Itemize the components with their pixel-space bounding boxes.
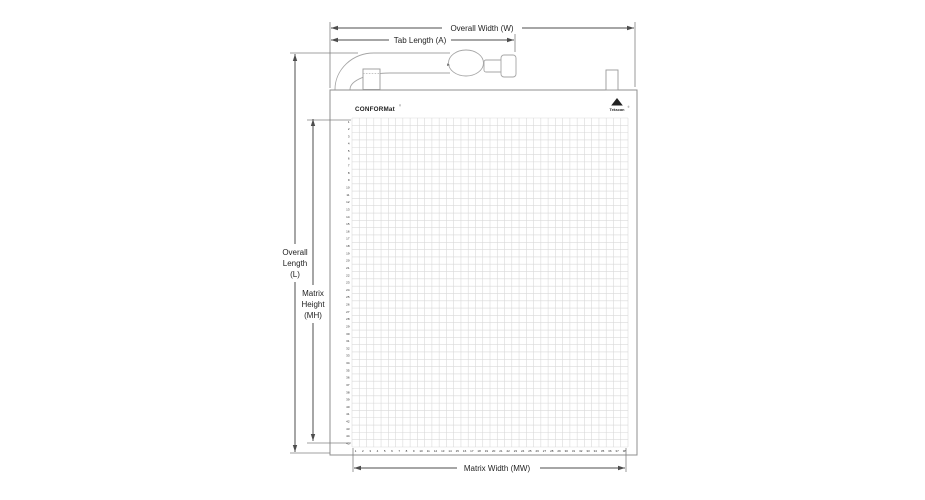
grid-col-label: 31 bbox=[571, 449, 576, 453]
grid-row-label: 8 bbox=[347, 170, 350, 175]
grid-col-label: 4 bbox=[376, 449, 379, 453]
grid-col-label: 17 bbox=[470, 449, 474, 453]
grid-row-label: 40 bbox=[346, 404, 350, 409]
grid-col-label: 13 bbox=[441, 449, 445, 453]
tab-length-label: Tab Length (A) bbox=[393, 36, 447, 45]
matrix-height-label-line2: Height bbox=[301, 300, 325, 309]
grid-row-label: 13 bbox=[346, 207, 350, 212]
grid-row-label: 21 bbox=[346, 265, 350, 270]
grid-col-label: 12 bbox=[433, 449, 438, 453]
grid-row-label: 15 bbox=[346, 222, 350, 227]
arrowhead-left bbox=[331, 26, 338, 30]
grid-col-label: 33 bbox=[586, 449, 590, 453]
grid-col-label: 29 bbox=[557, 449, 561, 453]
left-post bbox=[363, 69, 380, 90]
arrowhead-right bbox=[618, 466, 625, 470]
arrowhead-left bbox=[354, 466, 361, 470]
arrowhead-left bbox=[331, 38, 338, 42]
grid-col-label: 34 bbox=[593, 449, 597, 453]
grid-row-label: 14 bbox=[346, 214, 350, 219]
grid-col-label: 36 bbox=[608, 449, 612, 453]
grid-row-label: 36 bbox=[346, 375, 350, 380]
grid-row-label: 29 bbox=[346, 324, 350, 329]
grid-row-label: 9 bbox=[347, 178, 350, 183]
grid-row-label: 11 bbox=[346, 192, 350, 197]
grid-row-label: 16 bbox=[346, 229, 350, 234]
grid-col-label: 37 bbox=[615, 449, 619, 453]
dimension-overall-width bbox=[331, 24, 634, 33]
matrix-width-label: Matrix Width (MW) bbox=[463, 464, 531, 473]
grid-row-label: 27 bbox=[346, 309, 350, 314]
grid-row-label: 22 bbox=[346, 273, 350, 278]
grid-col-label: 28 bbox=[550, 449, 554, 453]
brand-reg-mark: ® bbox=[627, 105, 630, 109]
grid-row-label: 18 bbox=[346, 244, 350, 249]
grid-row-label: 26 bbox=[346, 302, 350, 307]
grid-col-label: 19 bbox=[484, 449, 489, 453]
overall-length-label-line1: Overall bbox=[282, 248, 308, 257]
grid-row-label: 42 bbox=[346, 419, 350, 424]
grid-row-label: 24 bbox=[346, 287, 350, 292]
grid-col-label: 1 bbox=[354, 449, 357, 453]
grid-col-label: 24 bbox=[521, 449, 525, 453]
grid-row-label: 34 bbox=[346, 361, 350, 366]
grid-col-label: 10 bbox=[419, 449, 423, 453]
grid-row-label: 39 bbox=[346, 397, 350, 402]
grid-col-label: 35 bbox=[600, 449, 605, 453]
grid-row-label: 30 bbox=[346, 331, 350, 336]
grid-col-label: 8 bbox=[405, 449, 408, 453]
grid-row-label: 5 bbox=[347, 149, 350, 153]
grid-row-label: 44 bbox=[346, 434, 350, 439]
sensor-mat bbox=[330, 90, 637, 455]
grid-row-label: 25 bbox=[346, 295, 350, 300]
brand-name: Tekscan bbox=[609, 108, 625, 112]
grid-row-label: 7 bbox=[347, 163, 350, 168]
arrowhead-right bbox=[507, 38, 514, 42]
dimension-matrix-width bbox=[354, 464, 625, 473]
overall-length-label-line2: Length bbox=[282, 259, 308, 268]
overall-width-label: Overall Width (W) bbox=[450, 24, 514, 33]
grid-row-label: 19 bbox=[346, 251, 350, 256]
grid-col-label: 32 bbox=[579, 449, 583, 453]
grid-col-label: 7 bbox=[398, 449, 401, 453]
grid-col-label: 38 bbox=[622, 449, 627, 453]
grid-row-label: 1 bbox=[347, 119, 350, 124]
grid-col-label: 25 bbox=[528, 449, 532, 453]
grid-col-label: 21 bbox=[499, 449, 503, 453]
grid-col-label: 30 bbox=[564, 449, 568, 453]
grid-col-label: 9 bbox=[412, 449, 415, 453]
grid-row-label: 6 bbox=[347, 156, 350, 161]
grid-col-label: 11 bbox=[426, 449, 430, 453]
grid-row-label: 4 bbox=[347, 141, 350, 146]
product-reg-mark: ® bbox=[399, 103, 402, 108]
grid-col-label: 20 bbox=[491, 449, 496, 453]
grid-col-label: 2 bbox=[362, 449, 364, 453]
grid-row-label: 20 bbox=[346, 258, 350, 263]
grid-row-label: 2 bbox=[347, 127, 350, 132]
grid-col-label: 14 bbox=[448, 449, 452, 453]
grid-row-label: 33 bbox=[346, 353, 350, 358]
grid-row-label: 23 bbox=[346, 280, 350, 285]
arrowhead-right bbox=[627, 26, 634, 30]
dimension-tab-length bbox=[331, 36, 514, 45]
connector-tab bbox=[335, 50, 618, 90]
arrowhead-up bbox=[293, 54, 297, 61]
grid-col-label: 6 bbox=[391, 449, 393, 453]
grid-row-label: 41 bbox=[346, 412, 350, 417]
grid-row-label: 3 bbox=[347, 134, 350, 139]
connector-end-cap bbox=[501, 55, 516, 77]
mat-outline bbox=[330, 90, 637, 455]
product-label: CONFORMat bbox=[355, 106, 395, 113]
grid-col-label: 27 bbox=[542, 449, 547, 453]
grid-col-label: 5 bbox=[383, 449, 386, 453]
grid-row-label: 12 bbox=[346, 200, 350, 205]
grid-row-label: 31 bbox=[346, 339, 350, 344]
grid-row-label: 45 bbox=[346, 441, 350, 446]
grid-row-label: 38 bbox=[346, 390, 350, 395]
grid-col-label: 3 bbox=[369, 449, 371, 453]
arrowhead-down bbox=[311, 434, 315, 441]
grid-col-label: 23 bbox=[513, 449, 518, 453]
connector-bulge bbox=[449, 50, 484, 76]
dimension-matrix-height bbox=[301, 119, 325, 441]
grid-row-label: 35 bbox=[346, 368, 350, 373]
grid-col-label: 16 bbox=[462, 449, 467, 453]
dimension-overall-length bbox=[282, 54, 308, 452]
matrix-height-label-line3: (MH) bbox=[304, 311, 322, 320]
grid-col-label: 18 bbox=[477, 449, 481, 453]
arrowhead-down bbox=[293, 445, 297, 452]
matrix-height-label-line1: Matrix bbox=[302, 289, 324, 298]
right-post bbox=[606, 70, 618, 90]
connector-mark: h bbox=[447, 62, 450, 67]
grid-col-label: 15 bbox=[455, 449, 459, 453]
grid-col-label: 22 bbox=[506, 449, 510, 453]
grid-row-label: 10 bbox=[346, 185, 350, 190]
grid-row-label: 17 bbox=[346, 236, 350, 241]
grid-col-label: 26 bbox=[535, 449, 539, 453]
grid-row-label: 37 bbox=[346, 382, 350, 387]
grid-row-label: 32 bbox=[346, 346, 350, 351]
grid-row-label: 28 bbox=[346, 317, 350, 322]
overall-length-label-line3: (L) bbox=[290, 270, 300, 279]
grid-row-label: 43 bbox=[346, 426, 350, 431]
